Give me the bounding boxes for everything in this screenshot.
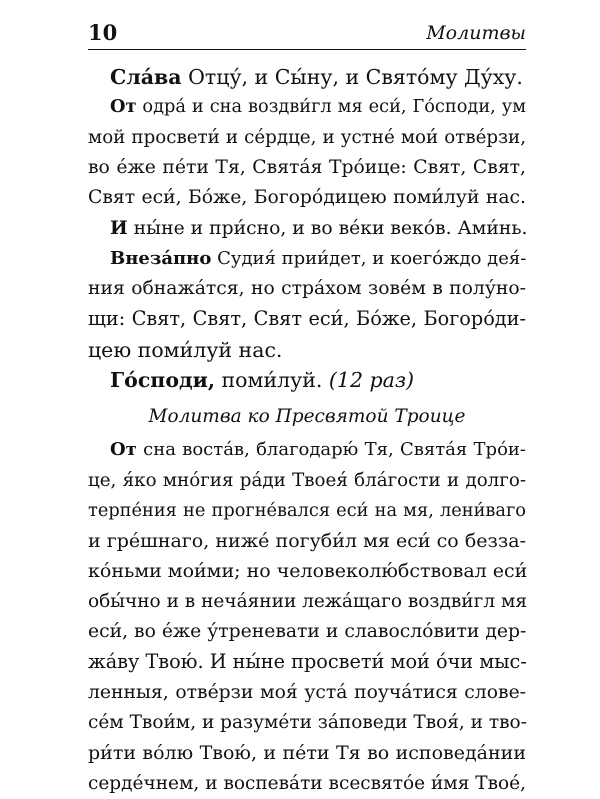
prayer-heading: Молитва ко Пресвятой Троице [148,406,466,428]
line-text: поми́луй. [215,367,329,392]
line-text: сна воста́в, благодарю́ Тя, Свята́я Тро́и- [136,439,526,461]
text-line: Свят еси́, Бо́же, Богоро́дицею поми́луй нас. [88,187,526,209]
text-line [88,92,526,122]
initial-word: От [110,439,137,461]
line-text: Отцу́, и Сы́ну, и Свято́му Ду́ху. [181,65,523,89]
initial-word: От [110,96,137,118]
page-body [88,62,526,799]
text-line: серде́чнем, и воспева́ти всесвято́е и́мя Твое́, [88,772,526,794]
initial-word: И [110,217,128,240]
text-line: це, я́ко мно́гия ра́ди Твоея́ бла́гости и долго- [88,469,526,491]
text-line [88,435,526,465]
initial-word: Сла́ва [110,65,182,89]
text-line: цею поми́луй нас. [88,337,283,362]
page-number: 10 [88,20,118,45]
page-header [88,18,526,48]
initial-word: Внеза́пно [110,247,212,269]
line-text: Судия́ прии́дет, и коего́ждо дея́- [211,247,527,269]
header-rule [88,49,526,50]
text-line: обы́чно и в неча́янии лежа́щаго воздви́гл мя [88,590,528,612]
text-line: щи: Свят, Свят, Свят еси́, Бо́же, Богоро́ди- [88,307,526,331]
line-text: ны́не и при́сно, и во ве́ки веко́в. Ами́нь. [127,218,528,240]
text-line: ко́ньми мои́ми; но человеколю́бствовал еси́ [88,560,528,583]
text-line: се́м Твои́м, и разуме́ти за́поведи Твоя́, и тво- [88,711,527,733]
text-line: и гре́шнаго, ниже́ погуби́л мя еси́ со безза- [88,530,526,553]
running-title: Молитвы [426,22,526,44]
text-line: мой просвети́ и се́рдце, и устне́ мои́ отве́рзи, [88,126,526,148]
text-line: во е́же пе́ти Тя, Свята́я Тро́ице: Свят, Свят, [88,156,526,178]
line-text: одра́ и сна воздви́гл мя еси́, Го́споди, ум [136,97,526,118]
text-line: еси́, во е́же у́треневати и славосло́вити дер- [88,621,527,643]
text-line: ния обнажа́тся, но стра́хом зове́м в полу́но- [88,278,526,300]
text-line [88,62,526,92]
text-line [88,365,526,395]
text-line [88,244,526,274]
initial-word: Го́споди, [110,367,215,392]
text-line: ленныя, отве́рзи моя́ уста́ поуча́тися слове- [88,681,526,703]
text-line [88,213,526,243]
text-line: жа́ву Твою́. И ны́не просвети́ мои́ о́чи мыс- [88,650,527,674]
repeat-note: (12 раз) [328,367,415,392]
text-line: терпе́ния не прогне́вался еси́ на мя, лени́ваго [88,500,526,521]
text-line: ри́ти во́лю Твою́, и пе́ти Тя во исповеда́нии [88,742,526,765]
